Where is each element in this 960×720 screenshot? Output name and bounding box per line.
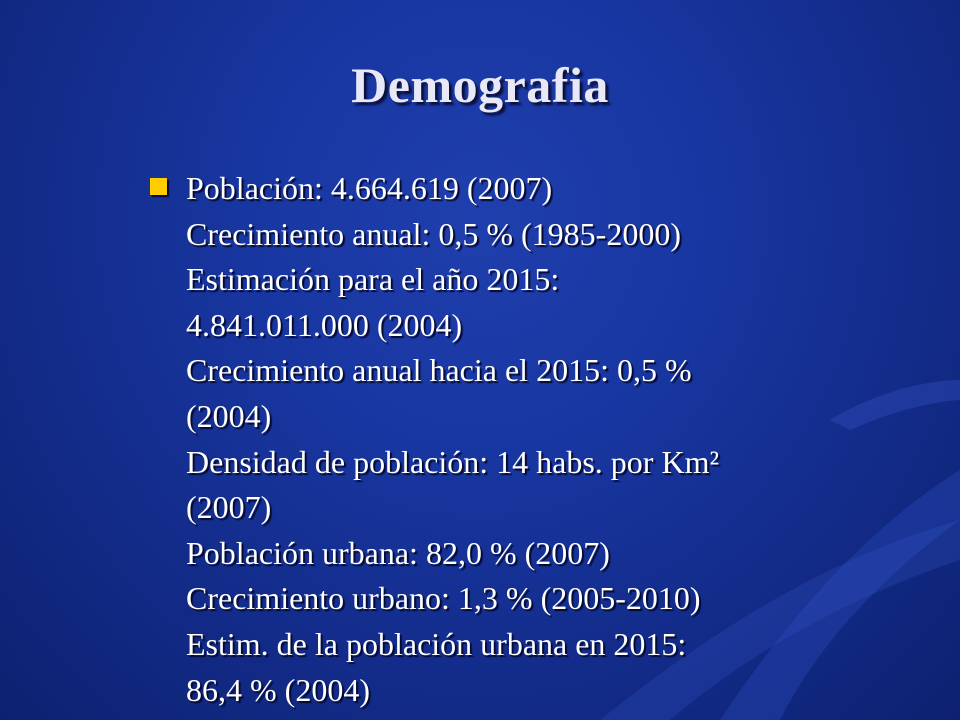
bullet-line: Crecimiento urbano: 1,3 % (2005-2010) bbox=[186, 580, 701, 617]
bullet-icon bbox=[150, 178, 167, 195]
bullet-line: Densidad de población: 14 habs. por Km² bbox=[186, 443, 720, 480]
bullet-line: Estim. de la población urbana en 2015: bbox=[186, 625, 687, 662]
bullet-text bbox=[186, 166, 826, 713]
bullet-line: Población urbana: 82,0 % (2007) bbox=[186, 534, 610, 571]
bullet-line: (2004) bbox=[186, 397, 272, 434]
bullet-line: Crecimiento anual hacia el 2015: 0,5 % bbox=[186, 352, 692, 389]
slide-title: Demografia bbox=[351, 57, 609, 113]
bullet-line: 86,4 % (2004) bbox=[186, 671, 370, 708]
bullet-line: 4.841.011.000 (2004) bbox=[186, 306, 463, 343]
bullet-line: Población: 4.664.619 (2007) bbox=[186, 170, 553, 206]
bullet-line: Estimación para el año 2015: bbox=[186, 261, 560, 298]
bullet-line: (2007) bbox=[186, 489, 272, 526]
bullet-line: Crecimiento anual: 0,5 % (1985-2000) bbox=[186, 215, 681, 252]
